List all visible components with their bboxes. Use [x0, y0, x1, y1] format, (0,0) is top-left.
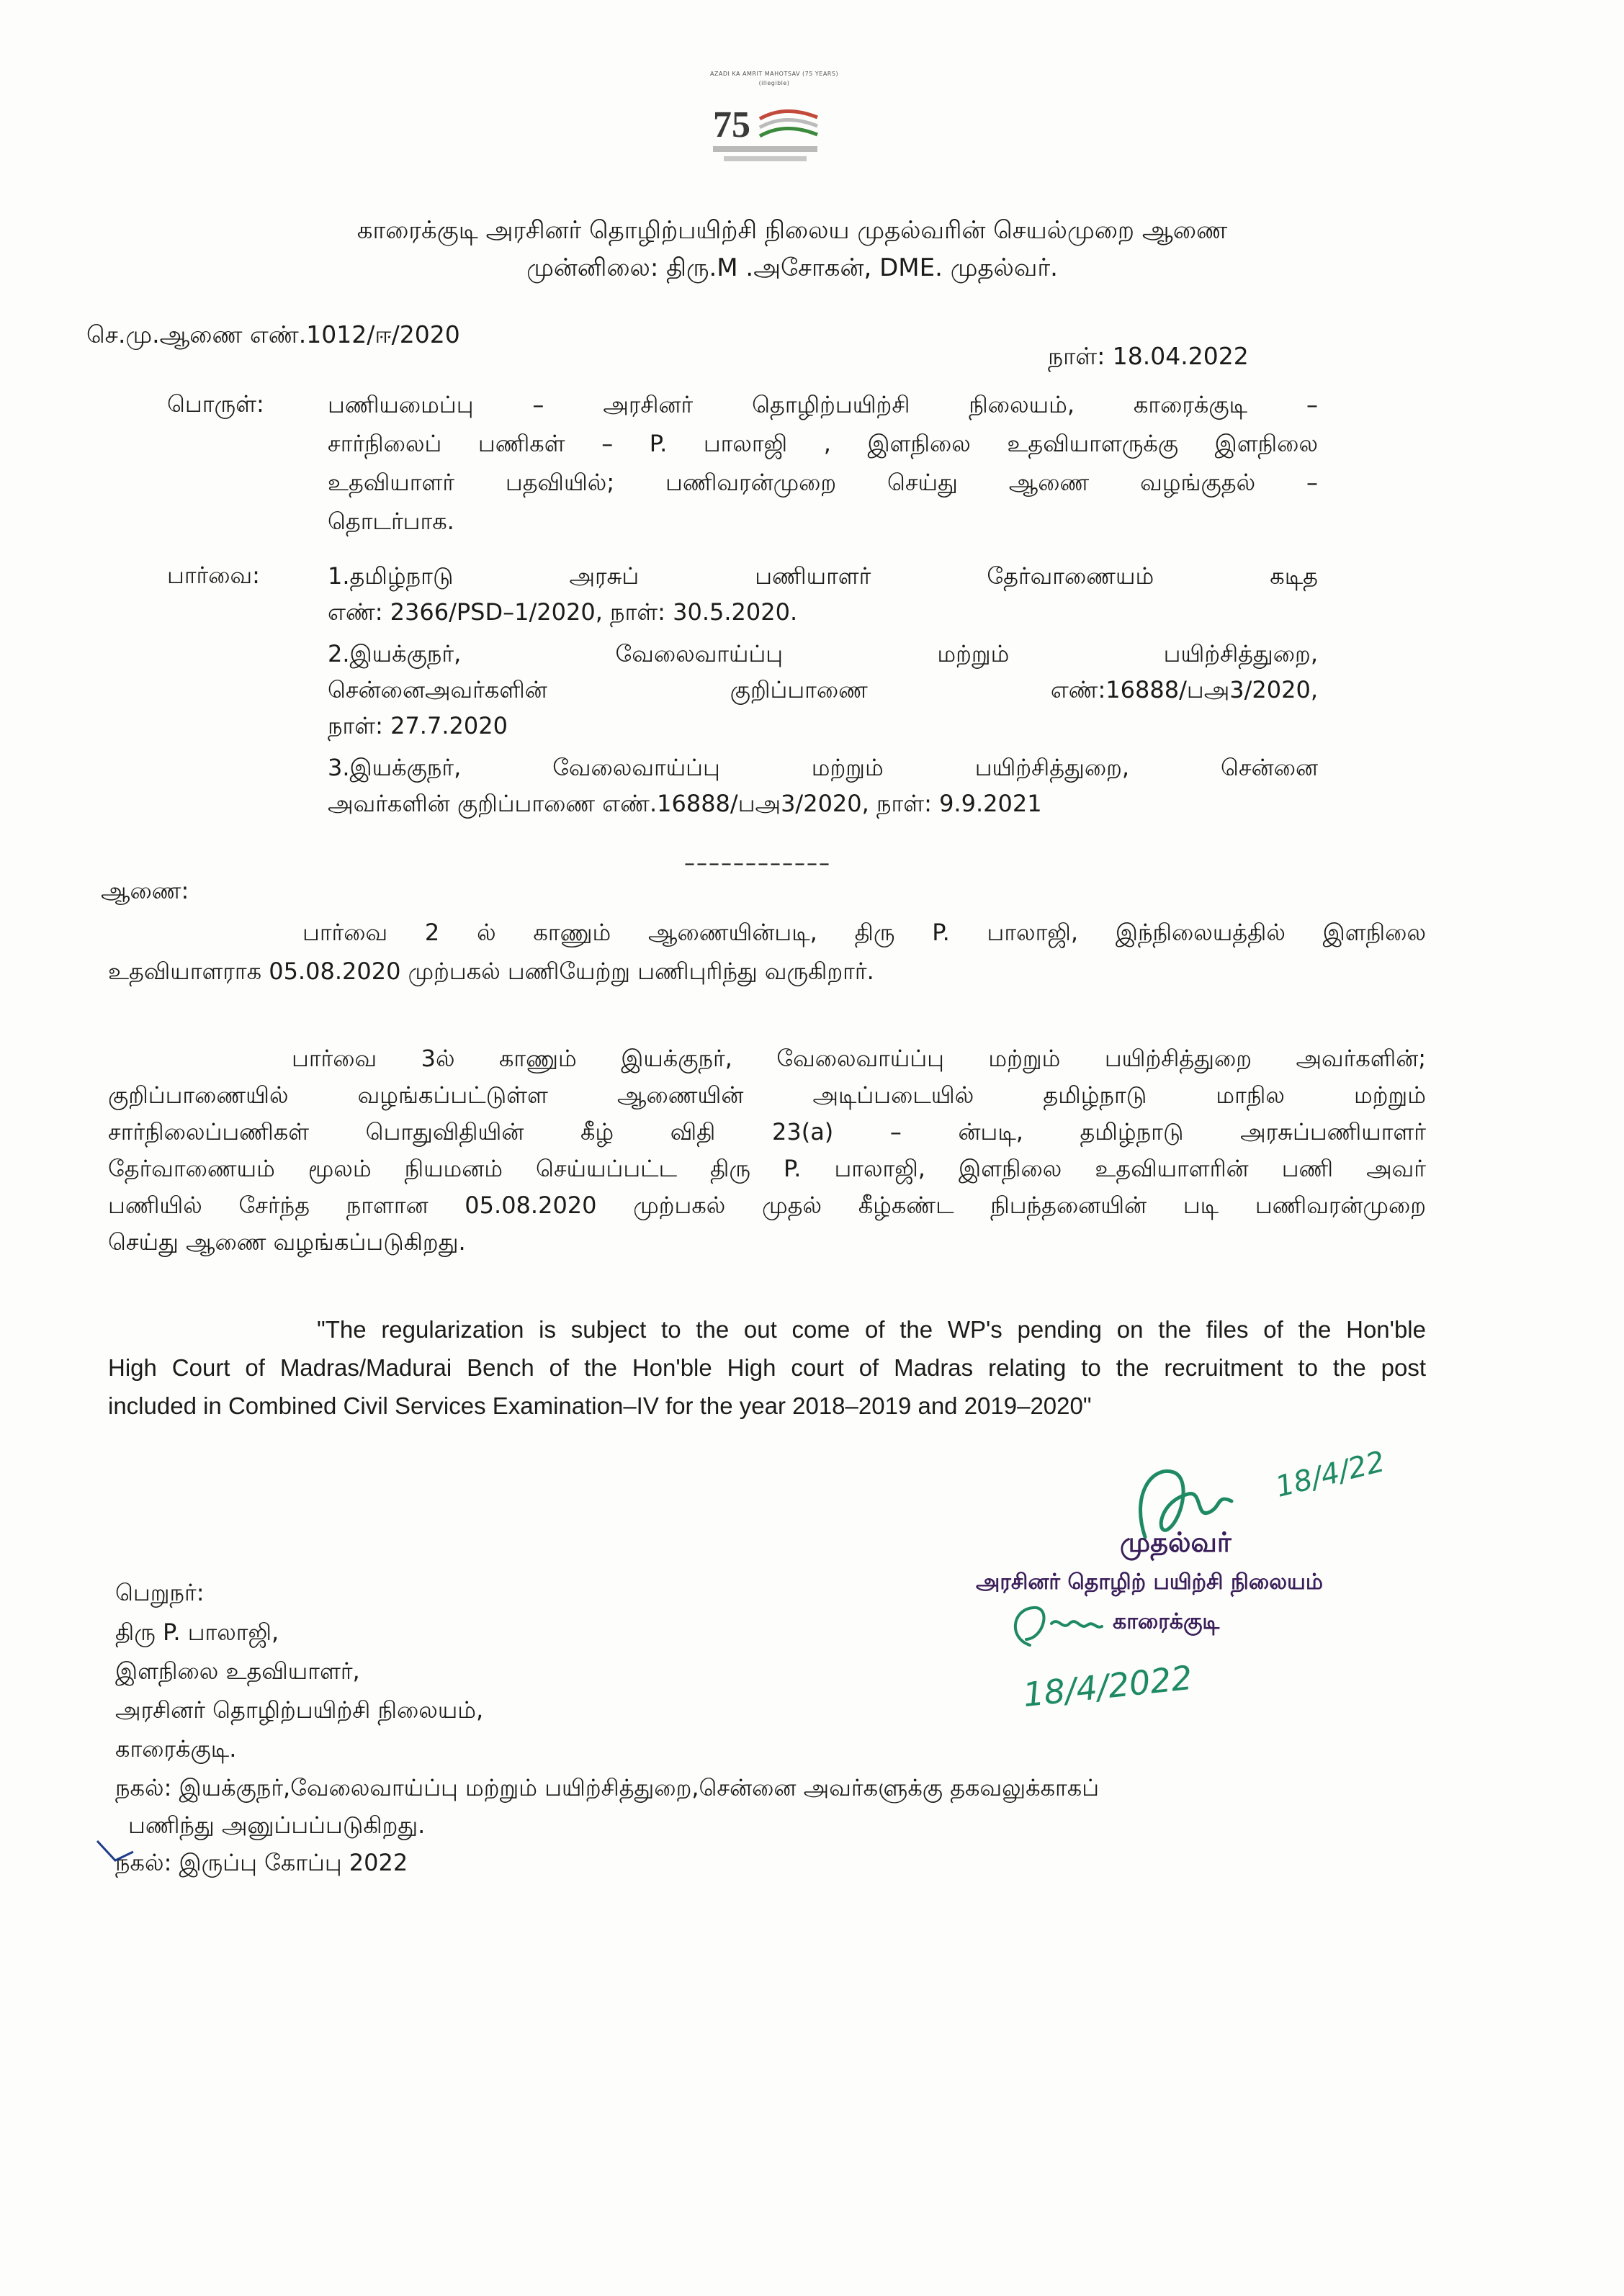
- order-presence-line: முன்னிலை: திரு.M .அசோகன், DME. முதல்வர்.: [526, 253, 1058, 282]
- recipient-address: [115, 1613, 483, 1768]
- references-block: [328, 558, 1318, 821]
- reference-item-2-line1: 2.இயக்குநர், வேலைவாய்ப்பு மற்றும் பயிற்சித்துறை,: [328, 640, 1318, 667]
- azadi-emblem-logo: [691, 97, 843, 169]
- separator-line: ––––––––––––: [684, 851, 831, 876]
- para2-line: செய்து ஆணை வழங்கப்படுகிறது.: [108, 1228, 466, 1256]
- emblem-caption: [684, 69, 864, 88]
- subject-line: பணியமைப்பு – அரசினர் தொழிற்பயிற்சி நிலையம், காரைக்குடி –: [328, 391, 1318, 418]
- flag-stripe-icon: [760, 111, 817, 119]
- stamp-place: காரைக்குடி: [1113, 1609, 1220, 1634]
- flag-stripe-icon: [760, 120, 817, 127]
- stamp-institution: அரசினர் தொழிற் பயிற்சி நிலையம்: [976, 1570, 1323, 1595]
- regularization-clause: [108, 1310, 1426, 1425]
- emblem-caption-line2: (illegible): [758, 80, 790, 86]
- reference-item-1-line2: எண்: 2366/PSD–1/2020, நாள்: 30.5.2020.: [328, 598, 798, 626]
- order-title: காரைக்குடி அரசினர் தொழிற்பயிற்சி நிலைய முதல்வரின் செயல்முறை ஆணை: [356, 216, 1228, 245]
- subject-line: சார்நிலைப் பணிகள் – P. பாலாஜி , இளநிலை உதவியாளருக்கு இளநிலை: [328, 430, 1318, 457]
- reference-item-3-line2: அவர்களின் குறிப்பாணை எண்.16888/பஅ3/2020, நாள்: 9.9.2021: [328, 790, 1042, 817]
- checkmark-stroke: [97, 1841, 133, 1860]
- signature-date: 18/4/22: [1272, 1445, 1389, 1504]
- copy-to-file: நகல்: இருப்பு கோப்பு 2022: [115, 1849, 408, 1876]
- para2-line: சார்நிலைப்பணிகள் பொதுவிதியின் கீழ் விதி 23(a) – ன்படி, தமிழ்நாடு அரசுப்பணியாளர்: [108, 1118, 1426, 1145]
- subject-block: [328, 385, 1318, 541]
- order-para2: [108, 1040, 1426, 1261]
- order-label: ஆணை:: [101, 877, 189, 904]
- checkmark-icon: [94, 1837, 137, 1866]
- subject-line: உதவியாளர் பதவியில்; பணிவரன்முறை செய்து ஆணை வழங்குதல் –: [328, 469, 1318, 496]
- received-date: 18/4/2022: [1020, 1657, 1195, 1715]
- reference-item-1-line1: 1.தமிழ்நாடு அரசுப் பணியாளர் தேர்வாணையம் கடித: [328, 562, 1318, 590]
- para2-line: பார்வை 3ல் காணும் இயக்குநர், வேலைவாய்ப்பு மற்றும் பயிற்சித்துறை அவர்களின்;: [292, 1045, 1426, 1072]
- stamp-title: முதல்வர்: [1120, 1526, 1232, 1558]
- initials-stroke: [1015, 1608, 1102, 1645]
- recipient-line: அரசினர் தொழிற்பயிற்சி நிலையம்,: [115, 1696, 484, 1724]
- clause-line: included in Combined Civil Services Examination–IV for the year 2018–2019 and 2019–2020": [108, 1392, 1092, 1419]
- copy-to-director: நகல்: இயக்குநர்,வேலைவாய்ப்பு மற்றும் பயிற்சித்துறை,சென்னை அவர்களுக்கு தகவலுக்காகப்: [115, 1774, 1100, 1801]
- clause-line: High Court of Madras/Madurai Bench of the Hon'ble High court of Madras relating to the recruitment to the post: [108, 1354, 1426, 1381]
- recipient-line: திரு P. பாலாஜி,: [115, 1619, 279, 1646]
- para2-line: தேர்வாணையம் மூலம் நியமனம் செய்யப்பட்ட திரு P. பாலாஜி, இளநிலை உதவியாளரின் பணி அவர்: [108, 1155, 1426, 1182]
- reference-item-2-line3: நாள்: 27.7.2020: [328, 712, 508, 739]
- recipient-line: காரைக்குடி.: [115, 1735, 237, 1762]
- order-para1: [108, 913, 1426, 991]
- recipient-label: பெறுநர்:: [115, 1579, 205, 1606]
- emblem-caption-line1: AZADI KA AMRIT MAHOTSAV (75 YEARS): [709, 71, 839, 77]
- subject-label: பொருள்:: [167, 390, 264, 418]
- order-number: செ.மு.ஆணை எண்.1012/ஈ/2020: [86, 320, 460, 348]
- references-label: பார்வை:: [167, 562, 260, 589]
- reference-item-2-line2: சென்னைஅவர்களின் குறிப்பாணை எண்:16888/பஅ3/2020,: [328, 676, 1318, 703]
- subject-line: தொடர்பாக.: [328, 508, 454, 535]
- recipient-line: இளநிலை உதவியாளர்,: [115, 1657, 360, 1685]
- para2-line: பணியில் சேர்ந்த நாளான 05.08.2020 முற்பகல் முதல் கீழ்கண்ட நிபந்தனையின் படி பணிவரன்முறை: [108, 1192, 1427, 1219]
- emblem-script-line: [724, 156, 807, 161]
- copy-to-director-cont: பணிந்து அனுப்பப்படுகிறது.: [128, 1811, 426, 1839]
- para2-line: குறிப்பாணையில் வழங்கப்பட்டுள்ள ஆணையின் அடிப்படையில் தமிழ்நாடு மாநில மற்றும்: [108, 1081, 1426, 1109]
- emblem-script-line: [713, 146, 817, 152]
- order-date: நாள்: 18.04.2022: [1048, 342, 1249, 370]
- clause-line: "The regularization is subject to the out come of the WP's pending on the files of the Hon'ble: [317, 1316, 1426, 1343]
- emblem-number: 75: [713, 104, 750, 145]
- para1-line: பார்வை 2 ல் காணும் ஆணையின்படி, திரு P. பாலாஜி, இந்நிலையத்தில் இளநிலை: [302, 919, 1426, 946]
- reference-item-3-line1: 3.இயக்குநர், வேலைவாய்ப்பு மற்றும் பயிற்சித்துறை, சென்னை: [328, 754, 1318, 781]
- flag-stripe-icon: [760, 128, 817, 136]
- receiver-initials: [1001, 1595, 1116, 1660]
- para1-line: உதவியாளராக 05.08.2020 முற்பகல் பணியேற்று பணிபுரிந்து வருகிறார்.: [108, 958, 874, 985]
